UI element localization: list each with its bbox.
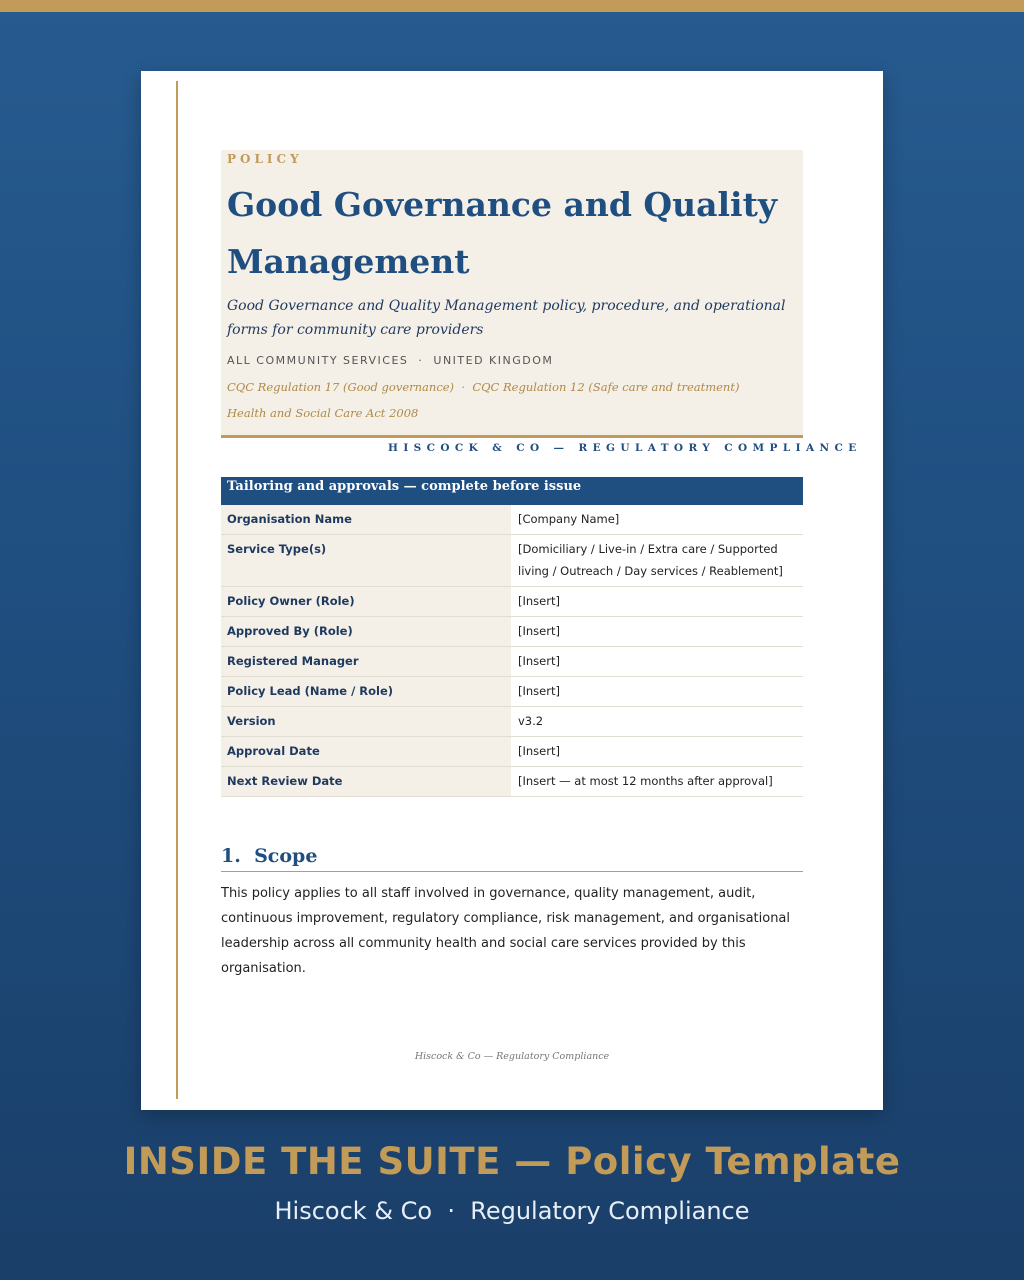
document-page [141, 71, 883, 1110]
table-row [221, 707, 803, 737]
banner-title: INSIDE THE SUITE — Policy Template [123, 1140, 901, 1183]
row-label: Policy Lead (Name / Role) [221, 677, 511, 706]
row-value: [Domiciliary / Live-in / Extra care / Supported living / Outreach / Day services / Reablement] [518, 542, 783, 578]
section-heading-scope: 1. Scope [221, 845, 803, 872]
brand-line: HISCOCK & CO — REGULATORY COMPLIANCE [388, 442, 862, 454]
row-label: Organisation Name [221, 505, 511, 534]
row-value: [Insert] [518, 594, 560, 608]
top-accent-bar [0, 0, 1024, 12]
document-header [221, 150, 803, 438]
row-label: Approval Date [221, 737, 511, 766]
table-row [221, 617, 803, 647]
row-label: Version [221, 707, 511, 736]
row-value: [Insert] [518, 624, 560, 638]
table-row [221, 647, 803, 677]
page-margin-rule [176, 81, 178, 1099]
row-value: [Insert] [518, 744, 560, 758]
row-label: Service Type(s) [221, 535, 511, 586]
row-value: [Insert] [518, 654, 560, 668]
document-type-label: POLICY [227, 152, 303, 166]
regulations-line-2: Health and Social Care Act 2008 [227, 406, 419, 420]
page-footer: Hiscock & Co — Regulatory Compliance [414, 1051, 610, 1062]
table-row [221, 535, 803, 587]
row-label: Policy Owner (Role) [221, 587, 511, 616]
row-value: v3.2 [518, 714, 544, 728]
table-row [221, 505, 803, 535]
document-subtitle: Good Governance and Quality Management policy, procedure, and operational forms for community care providers [227, 298, 786, 338]
document-title: Good Governance and Quality Management [227, 185, 778, 281]
row-value: [Insert — at most 12 months after approval] [518, 774, 773, 788]
row-label: Registered Manager [221, 647, 511, 676]
section-body-scope: This policy applies to all staff involved in governance, quality management, audit, continuous improvement, regulatory compliance, risk management, and organisational leadership across all community health and social care services provided by this organisation. [221, 886, 791, 976]
table-row [221, 767, 803, 797]
row-value: [Insert] [518, 684, 560, 698]
table-row [221, 677, 803, 707]
table-row [221, 587, 803, 617]
banner-subtitle: Hiscock & Co · Regulatory Compliance [274, 1197, 750, 1225]
document-meta: ALL COMMUNITY SERVICES · UNITED KINGDOM [227, 354, 554, 367]
row-label: Approved By (Role) [221, 617, 511, 646]
row-value: [Company Name] [518, 512, 620, 526]
table-row [221, 737, 803, 767]
approvals-table [221, 477, 803, 797]
regulations-line-1: CQC Regulation 17 (Good governance) · CQC Regulation 12 (Safe care and treatment) [227, 380, 740, 394]
approvals-table-heading: Tailoring and approvals — complete before issue [221, 477, 803, 505]
row-label: Next Review Date [221, 767, 511, 796]
